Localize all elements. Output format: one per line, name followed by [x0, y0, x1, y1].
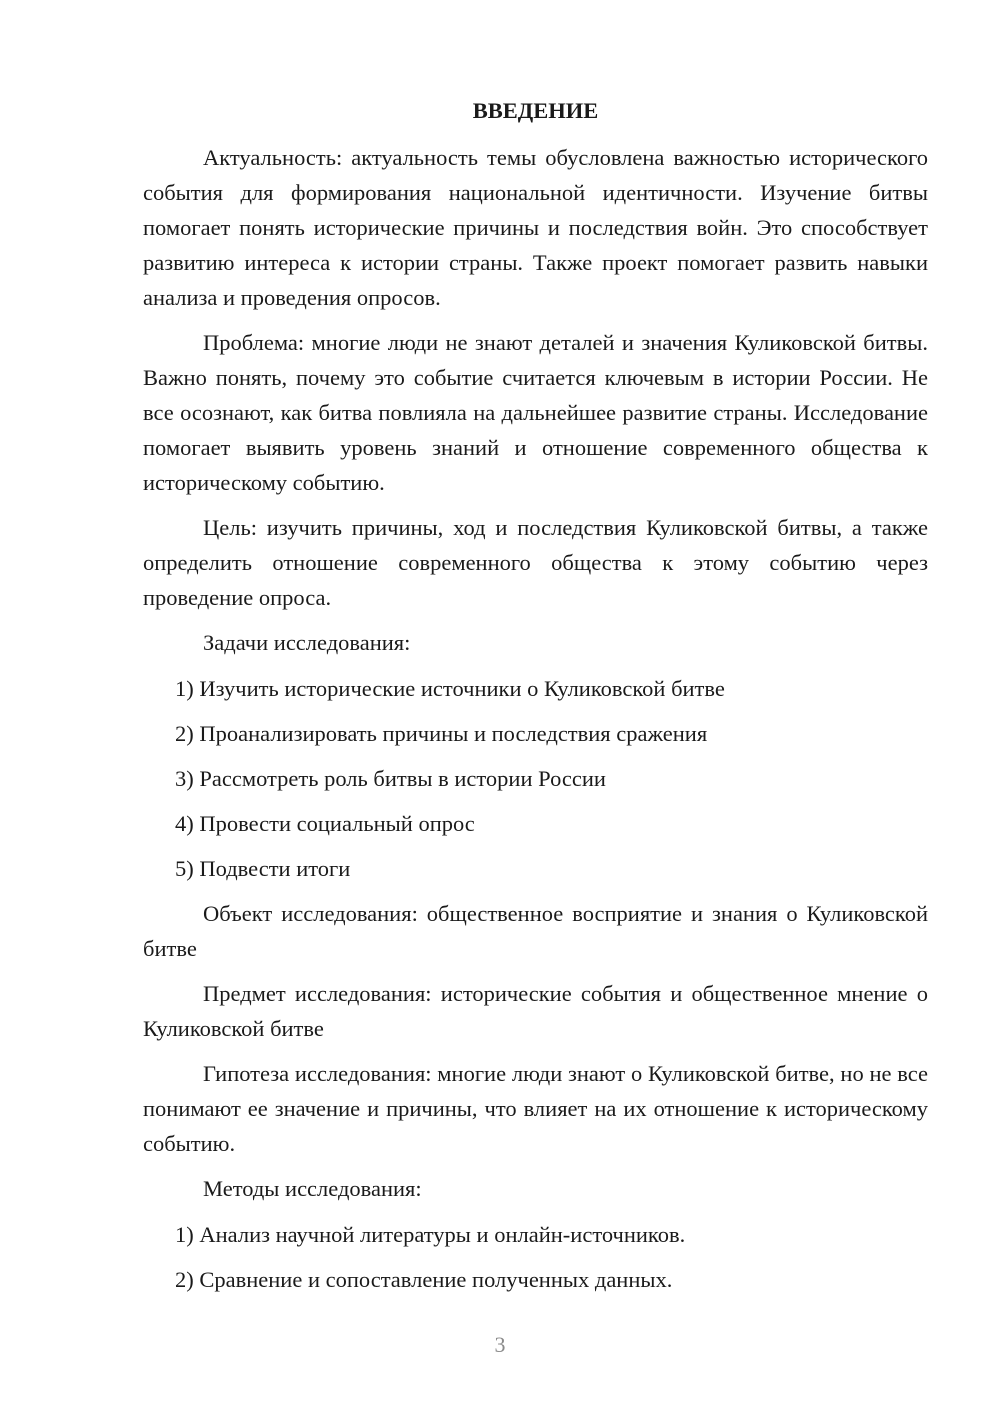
- page-title: ВВЕДЕНИЕ: [472, 98, 599, 123]
- paragraph-subject: Предмет исследования: исторические события и общественное мнение о Куликовской битве: [143, 981, 928, 1041]
- list-item-task: 4) Провести социальный опрос: [175, 811, 475, 836]
- document-page: [143, 96, 928, 1307]
- paragraph-relevance: Актуальность: актуальность темы обусловлена важностью исторического события для формирования национальной идентичности. Изучение битвы помогает понять исторические причины и последствия войн. Это способствует развитию интереса к истории страны. Также проект помогает развить навыки анализа и проведения опросов.: [143, 145, 928, 310]
- paragraph-object: Объект исследования: общественное восприятие и знания о Куликовской битве: [143, 901, 928, 961]
- list-item-task: 5) Подвести итоги: [175, 856, 351, 881]
- paragraph-goal: Цель: изучить причины, ход и последствия Куликовской битвы, а также определить отношение современного общества к этому событию через проведение опроса.: [143, 515, 928, 610]
- list-item-method: 1) Анализ научной литературы и онлайн-источников.: [175, 1222, 686, 1247]
- paragraph-hypothesis: Гипотеза исследования: многие люди знают о Куликовской битве, но не все понимают ее значение и причины, что влияет на их отношение к историческому событию.: [143, 1061, 928, 1156]
- tasks-heading: Задачи исследования:: [203, 630, 411, 655]
- methods-heading: Методы исследования:: [203, 1176, 422, 1201]
- list-item-task: 1) Изучить исторические источники о Куликовской битве: [175, 676, 725, 701]
- list-item-task: 3) Рассмотреть роль битвы в истории России: [175, 766, 606, 791]
- list-item-task: 2) Проанализировать причины и последствия сражения: [175, 721, 708, 746]
- paragraph-problem: Проблема: многие люди не знают деталей и значения Куликовской битвы. Важно понять, почему это событие считается ключевым в истории России. Не все осознают, как битва повлияла на дальнейшее развитие страны. Исследование помогает выявить уровень знаний и отношение современного общества к историческому событию.: [143, 330, 928, 495]
- list-item-method: 2) Сравнение и сопоставление полученных данных.: [175, 1267, 673, 1292]
- page-number: 3: [494, 1332, 506, 1357]
